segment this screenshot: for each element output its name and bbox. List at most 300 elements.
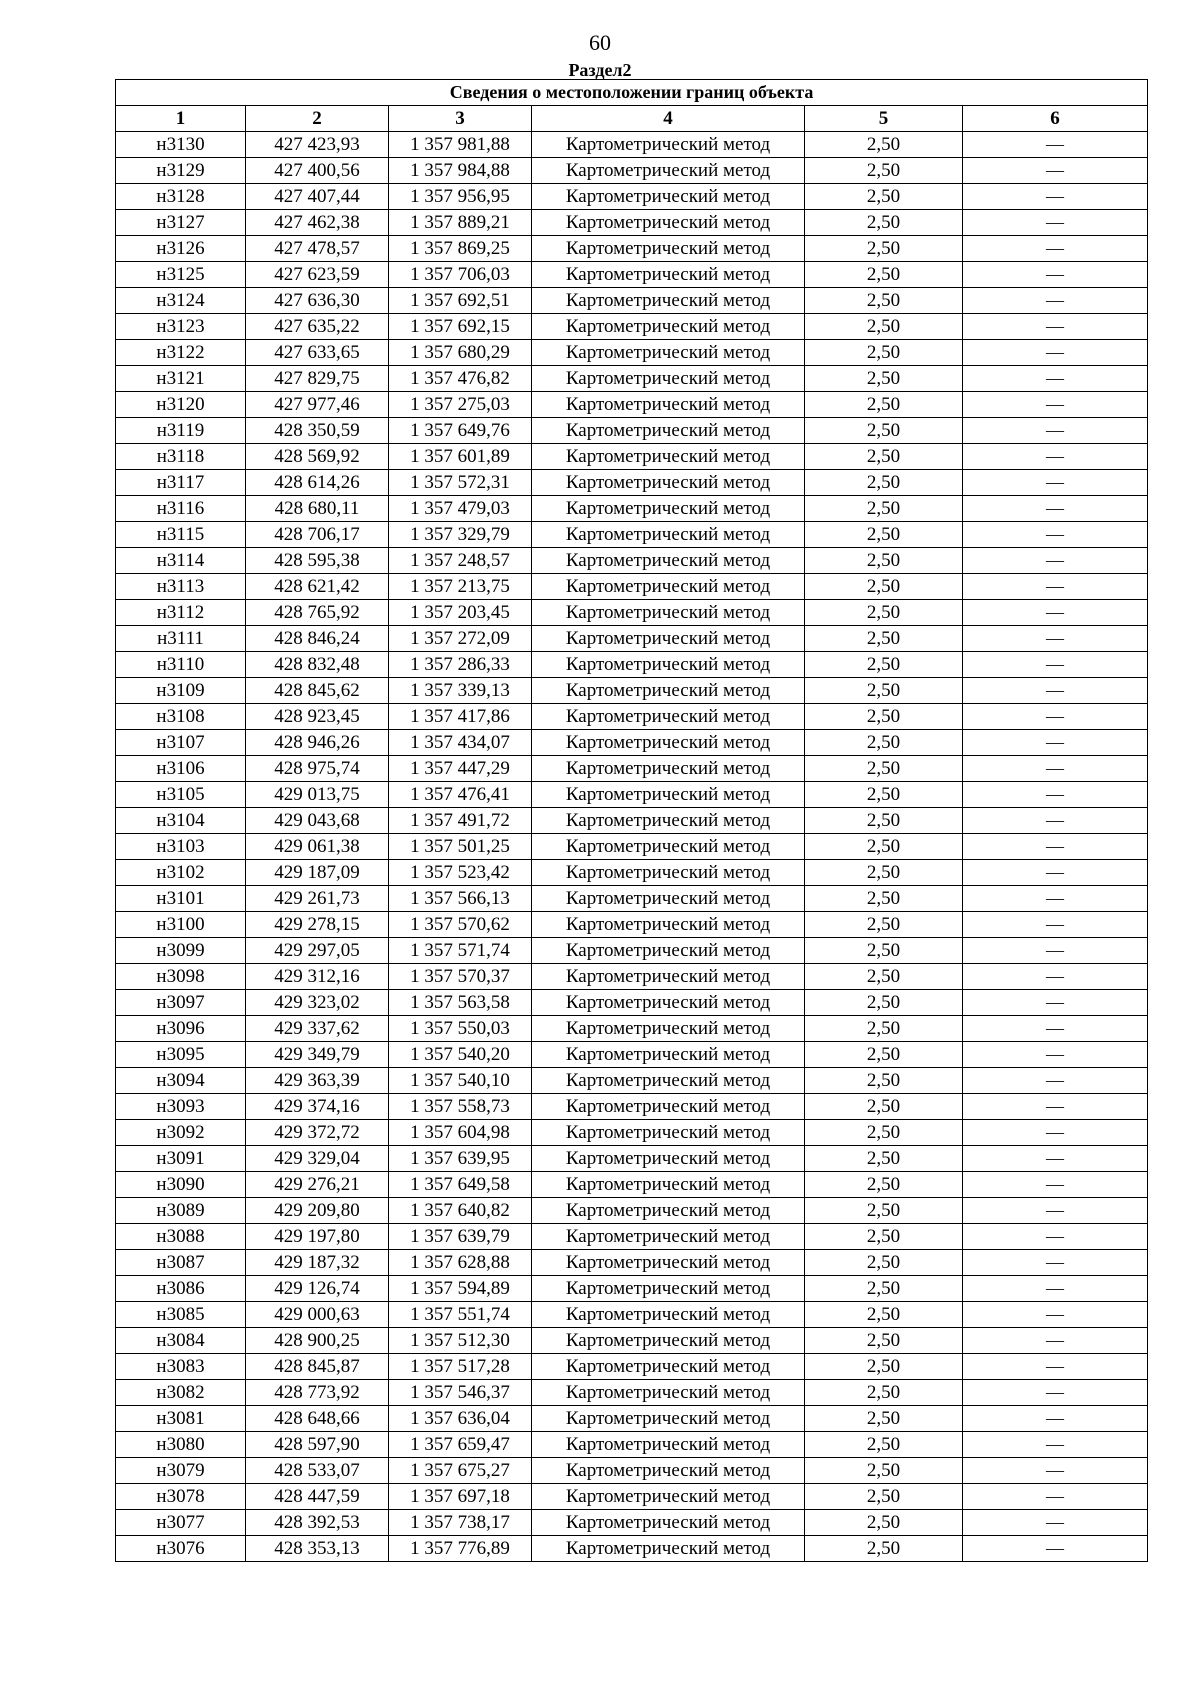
point-id-cell: н3096 — [116, 1016, 246, 1042]
method-cell: Картометрический метод — [532, 678, 805, 704]
point-id-cell: н3093 — [116, 1094, 246, 1120]
x-coordinate-cell: 428 392,53 — [246, 1510, 389, 1536]
note-cell: — — [963, 158, 1148, 184]
point-id-cell: н3123 — [116, 314, 246, 340]
accuracy-cell: 2,50 — [805, 288, 963, 314]
accuracy-cell: 2,50 — [805, 704, 963, 730]
accuracy-cell: 2,50 — [805, 1510, 963, 1536]
point-id-cell: н3098 — [116, 964, 246, 990]
table-row — [116, 1432, 1148, 1458]
method-cell: Картометрический метод — [532, 704, 805, 730]
method-cell: Картометрический метод — [532, 1328, 805, 1354]
method-cell: Картометрический метод — [532, 158, 805, 184]
note-cell: — — [963, 886, 1148, 912]
note-cell: — — [963, 470, 1148, 496]
point-id-cell: н3117 — [116, 470, 246, 496]
x-coordinate-cell: 429 297,05 — [246, 938, 389, 964]
x-coordinate-cell: 428 353,13 — [246, 1536, 389, 1562]
y-coordinate-cell: 1 357 692,15 — [389, 314, 532, 340]
y-coordinate-cell: 1 357 546,37 — [389, 1380, 532, 1406]
note-cell: — — [963, 418, 1148, 444]
accuracy-cell: 2,50 — [805, 1068, 963, 1094]
table-row — [116, 288, 1148, 314]
point-id-cell: н3126 — [116, 236, 246, 262]
method-cell: Картометрический метод — [532, 1094, 805, 1120]
point-id-cell: н3089 — [116, 1198, 246, 1224]
table-row — [116, 392, 1148, 418]
note-cell: — — [963, 652, 1148, 678]
column-header-3: 3 — [389, 106, 532, 132]
note-cell: — — [963, 132, 1148, 158]
x-coordinate-cell: 429 187,09 — [246, 860, 389, 886]
y-coordinate-cell: 1 357 869,25 — [389, 236, 532, 262]
y-coordinate-cell: 1 357 639,79 — [389, 1224, 532, 1250]
note-cell: — — [963, 964, 1148, 990]
method-cell: Картометрический метод — [532, 1510, 805, 1536]
method-cell: Картометрический метод — [532, 1016, 805, 1042]
table-row — [116, 522, 1148, 548]
x-coordinate-cell: 429 323,02 — [246, 990, 389, 1016]
x-coordinate-cell: 428 533,07 — [246, 1458, 389, 1484]
accuracy-cell: 2,50 — [805, 236, 963, 262]
y-coordinate-cell: 1 357 680,29 — [389, 340, 532, 366]
method-cell: Картометрический метод — [532, 756, 805, 782]
accuracy-cell: 2,50 — [805, 626, 963, 652]
accuracy-cell: 2,50 — [805, 1224, 963, 1250]
point-id-cell: н3077 — [116, 1510, 246, 1536]
method-cell: Картометрический метод — [532, 1172, 805, 1198]
point-id-cell: н3079 — [116, 1458, 246, 1484]
note-cell: — — [963, 1172, 1148, 1198]
point-id-cell: н3127 — [116, 210, 246, 236]
accuracy-cell: 2,50 — [805, 262, 963, 288]
point-id-cell: н3121 — [116, 366, 246, 392]
table-row — [116, 1354, 1148, 1380]
x-coordinate-cell: 428 845,87 — [246, 1354, 389, 1380]
point-id-cell: н3122 — [116, 340, 246, 366]
note-cell: — — [963, 1068, 1148, 1094]
point-id-cell: н3090 — [116, 1172, 246, 1198]
table-row — [116, 964, 1148, 990]
note-cell: — — [963, 1016, 1148, 1042]
y-coordinate-cell: 1 357 889,21 — [389, 210, 532, 236]
note-cell: — — [963, 1406, 1148, 1432]
y-coordinate-cell: 1 357 417,86 — [389, 704, 532, 730]
accuracy-cell: 2,50 — [805, 990, 963, 1016]
x-coordinate-cell: 429 349,79 — [246, 1042, 389, 1068]
accuracy-cell: 2,50 — [805, 1042, 963, 1068]
method-cell: Картометрический метод — [532, 1406, 805, 1432]
x-coordinate-cell: 429 337,62 — [246, 1016, 389, 1042]
table-row — [116, 626, 1148, 652]
table-row — [116, 1224, 1148, 1250]
y-coordinate-cell: 1 357 476,82 — [389, 366, 532, 392]
y-coordinate-cell: 1 357 558,73 — [389, 1094, 532, 1120]
y-coordinate-cell: 1 357 329,79 — [389, 522, 532, 548]
x-coordinate-cell: 429 312,16 — [246, 964, 389, 990]
accuracy-cell: 2,50 — [805, 782, 963, 808]
table-row — [116, 132, 1148, 158]
note-cell: — — [963, 288, 1148, 314]
y-coordinate-cell: 1 357 566,13 — [389, 886, 532, 912]
x-coordinate-cell: 428 680,11 — [246, 496, 389, 522]
table-row — [116, 990, 1148, 1016]
y-coordinate-cell: 1 357 659,47 — [389, 1432, 532, 1458]
accuracy-cell: 2,50 — [805, 730, 963, 756]
y-coordinate-cell: 1 357 501,25 — [389, 834, 532, 860]
point-id-cell: н3086 — [116, 1276, 246, 1302]
table-row — [116, 1172, 1148, 1198]
x-coordinate-cell: 429 000,63 — [246, 1302, 389, 1328]
method-cell: Картометрический метод — [532, 1198, 805, 1224]
column-header-6: 6 — [963, 106, 1148, 132]
x-coordinate-cell: 428 900,25 — [246, 1328, 389, 1354]
note-cell: — — [963, 1536, 1148, 1562]
page-number: 60 — [589, 30, 611, 55]
x-coordinate-cell: 429 126,74 — [246, 1276, 389, 1302]
point-id-cell: н3108 — [116, 704, 246, 730]
note-cell: — — [963, 444, 1148, 470]
table-caption: Сведения о местоположении границ объекта — [116, 80, 1148, 106]
method-cell: Картометрический метод — [532, 392, 805, 418]
method-cell: Картометрический метод — [532, 782, 805, 808]
note-cell: — — [963, 548, 1148, 574]
point-id-cell: н3083 — [116, 1354, 246, 1380]
accuracy-cell: 2,50 — [805, 366, 963, 392]
y-coordinate-cell: 1 357 636,04 — [389, 1406, 532, 1432]
point-id-cell: н3076 — [116, 1536, 246, 1562]
accuracy-cell: 2,50 — [805, 1458, 963, 1484]
method-cell: Картометрический метод — [532, 132, 805, 158]
table-row — [116, 678, 1148, 704]
x-coordinate-cell: 428 765,92 — [246, 600, 389, 626]
table-row — [116, 1198, 1148, 1224]
note-cell: — — [963, 756, 1148, 782]
table-row — [116, 1484, 1148, 1510]
method-cell: Картометрический метод — [532, 574, 805, 600]
point-id-cell: н3104 — [116, 808, 246, 834]
accuracy-cell: 2,50 — [805, 912, 963, 938]
point-id-cell: н3116 — [116, 496, 246, 522]
note-cell: — — [963, 262, 1148, 288]
accuracy-cell: 2,50 — [805, 1120, 963, 1146]
table-row — [116, 184, 1148, 210]
table-row — [116, 782, 1148, 808]
point-id-cell: н3106 — [116, 756, 246, 782]
note-cell: — — [963, 938, 1148, 964]
accuracy-cell: 2,50 — [805, 938, 963, 964]
accuracy-cell: 2,50 — [805, 496, 963, 522]
accuracy-cell: 2,50 — [805, 1302, 963, 1328]
y-coordinate-cell: 1 357 649,76 — [389, 418, 532, 444]
x-coordinate-cell: 427 829,75 — [246, 366, 389, 392]
y-coordinate-cell: 1 357 675,27 — [389, 1458, 532, 1484]
table-row — [116, 808, 1148, 834]
x-coordinate-cell: 429 061,38 — [246, 834, 389, 860]
x-coordinate-cell: 427 977,46 — [246, 392, 389, 418]
method-cell: Картометрический метод — [532, 470, 805, 496]
method-cell: Картометрический метод — [532, 1380, 805, 1406]
method-cell: Картометрический метод — [532, 1354, 805, 1380]
note-cell: — — [963, 1484, 1148, 1510]
accuracy-cell: 2,50 — [805, 210, 963, 236]
y-coordinate-cell: 1 357 540,10 — [389, 1068, 532, 1094]
point-id-cell: н3085 — [116, 1302, 246, 1328]
table-row — [116, 1406, 1148, 1432]
point-id-cell: н3119 — [116, 418, 246, 444]
x-coordinate-cell: 427 623,59 — [246, 262, 389, 288]
table-row — [116, 1380, 1148, 1406]
accuracy-cell: 2,50 — [805, 834, 963, 860]
method-cell: Картометрический метод — [532, 548, 805, 574]
point-id-cell: н3080 — [116, 1432, 246, 1458]
note-cell: — — [963, 210, 1148, 236]
column-header-4: 4 — [532, 106, 805, 132]
table-row — [116, 1510, 1148, 1536]
note-cell: — — [963, 678, 1148, 704]
note-cell: — — [963, 1120, 1148, 1146]
x-coordinate-cell: 427 478,57 — [246, 236, 389, 262]
table-row — [116, 574, 1148, 600]
table-row — [116, 652, 1148, 678]
accuracy-cell: 2,50 — [805, 392, 963, 418]
accuracy-cell: 2,50 — [805, 314, 963, 340]
note-cell: — — [963, 522, 1148, 548]
accuracy-cell: 2,50 — [805, 444, 963, 470]
method-cell: Картометрический метод — [532, 600, 805, 626]
accuracy-cell: 2,50 — [805, 1406, 963, 1432]
note-cell: — — [963, 1250, 1148, 1276]
x-coordinate-cell: 428 648,66 — [246, 1406, 389, 1432]
y-coordinate-cell: 1 357 604,98 — [389, 1120, 532, 1146]
accuracy-cell: 2,50 — [805, 1198, 963, 1224]
table-row — [116, 938, 1148, 964]
section-title: Раздел2 — [568, 60, 632, 80]
x-coordinate-cell: 429 276,21 — [246, 1172, 389, 1198]
x-coordinate-cell: 428 773,92 — [246, 1380, 389, 1406]
method-cell: Картометрический метод — [532, 886, 805, 912]
accuracy-cell: 2,50 — [805, 340, 963, 366]
point-id-cell: н3105 — [116, 782, 246, 808]
method-cell: Картометрический метод — [532, 1042, 805, 1068]
table-row — [116, 834, 1148, 860]
table-row — [116, 470, 1148, 496]
table-row — [116, 210, 1148, 236]
method-cell: Картометрический метод — [532, 1120, 805, 1146]
point-id-cell: н3110 — [116, 652, 246, 678]
y-coordinate-cell: 1 357 203,45 — [389, 600, 532, 626]
table-row — [116, 1120, 1148, 1146]
accuracy-cell: 2,50 — [805, 1094, 963, 1120]
point-id-cell: н3111 — [116, 626, 246, 652]
y-coordinate-cell: 1 357 275,03 — [389, 392, 532, 418]
point-id-cell: н3101 — [116, 886, 246, 912]
point-id-cell: н3097 — [116, 990, 246, 1016]
note-cell: — — [963, 1458, 1148, 1484]
note-cell: — — [963, 574, 1148, 600]
accuracy-cell: 2,50 — [805, 184, 963, 210]
note-cell: — — [963, 1380, 1148, 1406]
method-cell: Картометрический метод — [532, 236, 805, 262]
point-id-cell: н3081 — [116, 1406, 246, 1432]
note-cell: — — [963, 1224, 1148, 1250]
method-cell: Картометрический метод — [532, 1484, 805, 1510]
accuracy-cell: 2,50 — [805, 808, 963, 834]
x-coordinate-cell: 429 374,16 — [246, 1094, 389, 1120]
point-id-cell: н3103 — [116, 834, 246, 860]
table-row — [116, 1250, 1148, 1276]
point-id-cell: н3099 — [116, 938, 246, 964]
y-coordinate-cell: 1 357 956,95 — [389, 184, 532, 210]
method-cell: Картометрический метод — [532, 444, 805, 470]
table-row — [116, 340, 1148, 366]
x-coordinate-cell: 427 407,44 — [246, 184, 389, 210]
x-coordinate-cell: 428 946,26 — [246, 730, 389, 756]
point-id-cell: н3078 — [116, 1484, 246, 1510]
column-number-row — [116, 106, 1148, 132]
point-id-cell: н3109 — [116, 678, 246, 704]
point-id-cell: н3118 — [116, 444, 246, 470]
table-row — [116, 704, 1148, 730]
table-row — [116, 1302, 1148, 1328]
y-coordinate-cell: 1 357 339,13 — [389, 678, 532, 704]
x-coordinate-cell: 427 400,56 — [246, 158, 389, 184]
table-row — [116, 730, 1148, 756]
x-coordinate-cell: 429 278,15 — [246, 912, 389, 938]
table-row — [116, 1042, 1148, 1068]
point-id-cell: н3094 — [116, 1068, 246, 1094]
accuracy-cell: 2,50 — [805, 652, 963, 678]
y-coordinate-cell: 1 357 692,51 — [389, 288, 532, 314]
x-coordinate-cell: 428 447,59 — [246, 1484, 389, 1510]
accuracy-cell: 2,50 — [805, 1354, 963, 1380]
note-cell: — — [963, 366, 1148, 392]
y-coordinate-cell: 1 357 570,37 — [389, 964, 532, 990]
accuracy-cell: 2,50 — [805, 600, 963, 626]
y-coordinate-cell: 1 357 738,17 — [389, 1510, 532, 1536]
note-cell: — — [963, 392, 1148, 418]
note-cell: — — [963, 1198, 1148, 1224]
table-row — [116, 912, 1148, 938]
column-header-1: 1 — [116, 106, 246, 132]
note-cell: — — [963, 1146, 1148, 1172]
accuracy-cell: 2,50 — [805, 1328, 963, 1354]
note-cell: — — [963, 730, 1148, 756]
note-cell: — — [963, 1328, 1148, 1354]
y-coordinate-cell: 1 357 248,57 — [389, 548, 532, 574]
accuracy-cell: 2,50 — [805, 1380, 963, 1406]
note-cell: — — [963, 912, 1148, 938]
x-coordinate-cell: 428 621,42 — [246, 574, 389, 600]
y-coordinate-cell: 1 357 640,82 — [389, 1198, 532, 1224]
note-cell: — — [963, 704, 1148, 730]
y-coordinate-cell: 1 357 213,75 — [389, 574, 532, 600]
point-id-cell: н3120 — [116, 392, 246, 418]
accuracy-cell: 2,50 — [805, 678, 963, 704]
table-row — [116, 262, 1148, 288]
method-cell: Картометрический метод — [532, 1536, 805, 1562]
note-cell: — — [963, 340, 1148, 366]
accuracy-cell: 2,50 — [805, 1172, 963, 1198]
y-coordinate-cell: 1 357 476,41 — [389, 782, 532, 808]
point-id-cell: н3100 — [116, 912, 246, 938]
x-coordinate-cell: 428 832,48 — [246, 652, 389, 678]
note-cell: — — [963, 1510, 1148, 1536]
point-id-cell: н3082 — [116, 1380, 246, 1406]
y-coordinate-cell: 1 357 563,58 — [389, 990, 532, 1016]
x-coordinate-cell: 428 597,90 — [246, 1432, 389, 1458]
point-id-cell: н3084 — [116, 1328, 246, 1354]
point-id-cell: н3115 — [116, 522, 246, 548]
x-coordinate-cell: 428 350,59 — [246, 418, 389, 444]
accuracy-cell: 2,50 — [805, 1536, 963, 1562]
x-coordinate-cell: 428 569,92 — [246, 444, 389, 470]
x-coordinate-cell: 429 187,32 — [246, 1250, 389, 1276]
y-coordinate-cell: 1 357 479,03 — [389, 496, 532, 522]
method-cell: Картометрический метод — [532, 366, 805, 392]
note-cell: — — [963, 808, 1148, 834]
y-coordinate-cell: 1 357 512,30 — [389, 1328, 532, 1354]
x-coordinate-cell: 427 462,38 — [246, 210, 389, 236]
accuracy-cell: 2,50 — [805, 756, 963, 782]
y-coordinate-cell: 1 357 601,89 — [389, 444, 532, 470]
accuracy-cell: 2,50 — [805, 132, 963, 158]
accuracy-cell: 2,50 — [805, 574, 963, 600]
accuracy-cell: 2,50 — [805, 886, 963, 912]
accuracy-cell: 2,50 — [805, 1432, 963, 1458]
method-cell: Картометрический метод — [532, 938, 805, 964]
table-body — [116, 132, 1148, 1562]
table-caption-row — [116, 80, 1148, 106]
y-coordinate-cell: 1 357 697,18 — [389, 1484, 532, 1510]
note-cell: — — [963, 1354, 1148, 1380]
accuracy-cell: 2,50 — [805, 1276, 963, 1302]
x-coordinate-cell: 428 975,74 — [246, 756, 389, 782]
y-coordinate-cell: 1 357 571,74 — [389, 938, 532, 964]
method-cell: Картометрический метод — [532, 990, 805, 1016]
method-cell: Картометрический метод — [532, 860, 805, 886]
point-id-cell: н3107 — [116, 730, 246, 756]
method-cell: Картометрический метод — [532, 964, 805, 990]
point-id-cell: н3130 — [116, 132, 246, 158]
method-cell: Картометрический метод — [532, 1068, 805, 1094]
table-row — [116, 886, 1148, 912]
note-cell: — — [963, 1432, 1148, 1458]
table-row — [116, 1328, 1148, 1354]
accuracy-cell: 2,50 — [805, 860, 963, 886]
method-cell: Картометрический метод — [532, 418, 805, 444]
x-coordinate-cell: 429 363,39 — [246, 1068, 389, 1094]
table-row — [116, 418, 1148, 444]
table-row — [116, 1068, 1148, 1094]
table-row — [116, 1016, 1148, 1042]
method-cell: Картометрический метод — [532, 1250, 805, 1276]
x-coordinate-cell: 427 423,93 — [246, 132, 389, 158]
column-header-5: 5 — [805, 106, 963, 132]
table-row — [116, 236, 1148, 262]
y-coordinate-cell: 1 357 272,09 — [389, 626, 532, 652]
note-cell: — — [963, 1276, 1148, 1302]
boundary-coordinates-table — [115, 79, 1148, 1562]
point-id-cell: н3088 — [116, 1224, 246, 1250]
table-row — [116, 158, 1148, 184]
note-cell: — — [963, 782, 1148, 808]
table-header — [116, 80, 1148, 132]
method-cell: Картометрический метод — [532, 262, 805, 288]
x-coordinate-cell: 427 635,22 — [246, 314, 389, 340]
y-coordinate-cell: 1 357 447,29 — [389, 756, 532, 782]
accuracy-cell: 2,50 — [805, 1016, 963, 1042]
